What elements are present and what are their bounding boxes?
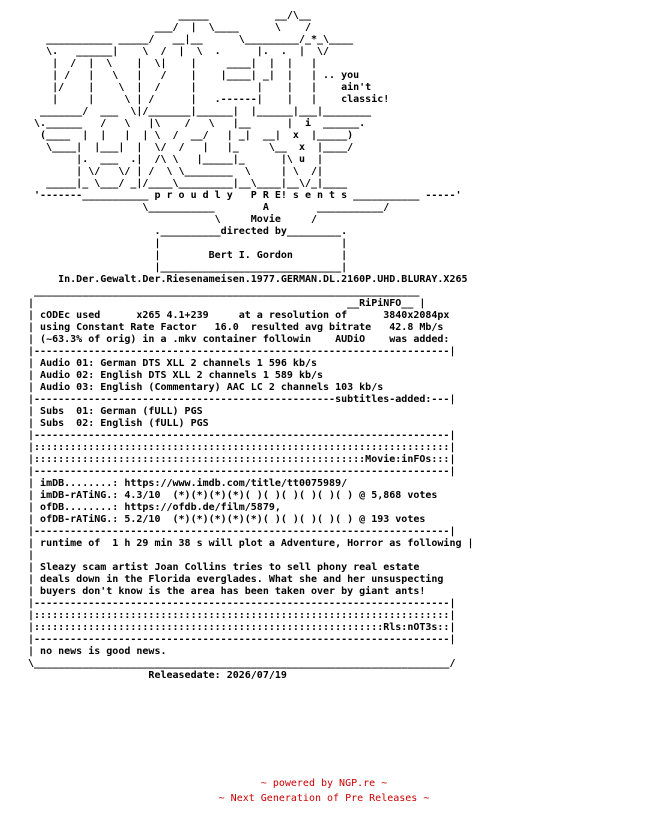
footer-tagline: ~ Next Generation of Pre Releases ~ [218, 793, 430, 804]
nfo-ascii-document [22, 10, 474, 682]
release-title: In.Der.Gewalt.Der.Riesenameisen.1977.GERMAN.DL.2160P.UHD.BLURAY.X265 [22, 274, 468, 285]
release-notes-section: |:::::::::::::::::::::::::::::::::::::::::::::::::::::::::::::::::::::| |::::::::::::::::::::::::::::::::::::::::::::::::::::::::::Rls:nOT3s::| |---------------------------------------------------------------------| | no news is good news. \_____________________________________________________________________/ [28, 610, 456, 669]
ascii-art-logo: _____ __/\__ ___/ | \____ \ / ___________ _____/ __|__ \_________/_*_\____ \. ______| \ / | \ . |. . | \/ | / | \ | \| | ____| | | | | / | \ | / | |____| _| | | .. you |/ | \ | / | | | | ain't | | \ | / | .------| | | classic! _______/ ___ \|/_______|______| |______|___|________ \.______ / \ |\ / \ |__ | i ______. (____ | | | | \ / __/ | _| __| x |_____) \____| |___| | \/ / | |_ \__ x |____/ |. ___ .| /\ \ |_____|_ |\ u | | \/ \/ | / \ \________ \ | \ /| _____|_ \___/ _|/____\_________|__\____|__\/_|____ '-------___________ p r o u d l y P R E! s e n t s ___________ -----' \___________ A ___________/ \ Movie / .__________directed by_________. | | | Bert I. Gordon | |______________________________| [34, 10, 462, 273]
movie-info-section: | imDB........: https://www.imdb.com/title/tt0075989/ | imDB-rATiNG.: 4.3/10 (*)(*)(*)(*)( )( )( )( )( )( ) @ 5,868 votes | ofDB........: https://ofdb.de/film/5879, | ofDB-rATiNG.: 5.2/10 (*)(*)(*)(*)(*)( )( )( )( )( ) @ 193 votes |---------------------------------------------------------------------| [28, 478, 456, 537]
ripinfo-section: | __RiPiNFO__ | | cODEc used x265 4.1+239 at a resolution of 3840x2084px | using Constant Rate Factor 16.0 resulted avg bitrate 42.8 Mb/s | (~63.3% of orig) in a .mkv container followin AUDiO was added: |---------------------------------------------------------------------| [28, 298, 456, 357]
audio-section: | Audio 01: German DTS XLL 2 channels 1 596 kb/s | Audio 02: English DTS XLL 2 channels 1 589 kb/s | Audio 03: English (Commentary) AAC LC 2 channels 103 kb/s |--------------------------------------------------subtitles-added:---| [28, 358, 456, 405]
subtitles-section: | Subs 01: German (fULL) PGS | Subs 02: English (fULL) PGS |---------------------------------------------------------------------| |:::::::::::::::::::::::::::::::::::::::::::::::::::::::::::::::::::::| |:::::::::::::::::::::::::::::::::::::::::::::::::::::::Movie:inFOs:::| |---------------------------------------------------------------------| [28, 406, 456, 477]
info-box-top-border: ________________________________________________________________ [22, 286, 420, 297]
plot-section: | runtime of 1 h 29 min 38 s will plot a Adventure, Horror as following | | | Sleazy scam artist Joan Collins tries to sell phony real estate | deals down in the Florida everglades. What she and her unsuspecting | buyers don't know is the area has been taken over by giant ants! |---------------------------------------------------------------------| [28, 538, 474, 609]
footer-powered-by: ~ powered by NGP.re ~ [260, 778, 388, 789]
release-date: Releasedate: 2026/07/19 [22, 670, 287, 681]
